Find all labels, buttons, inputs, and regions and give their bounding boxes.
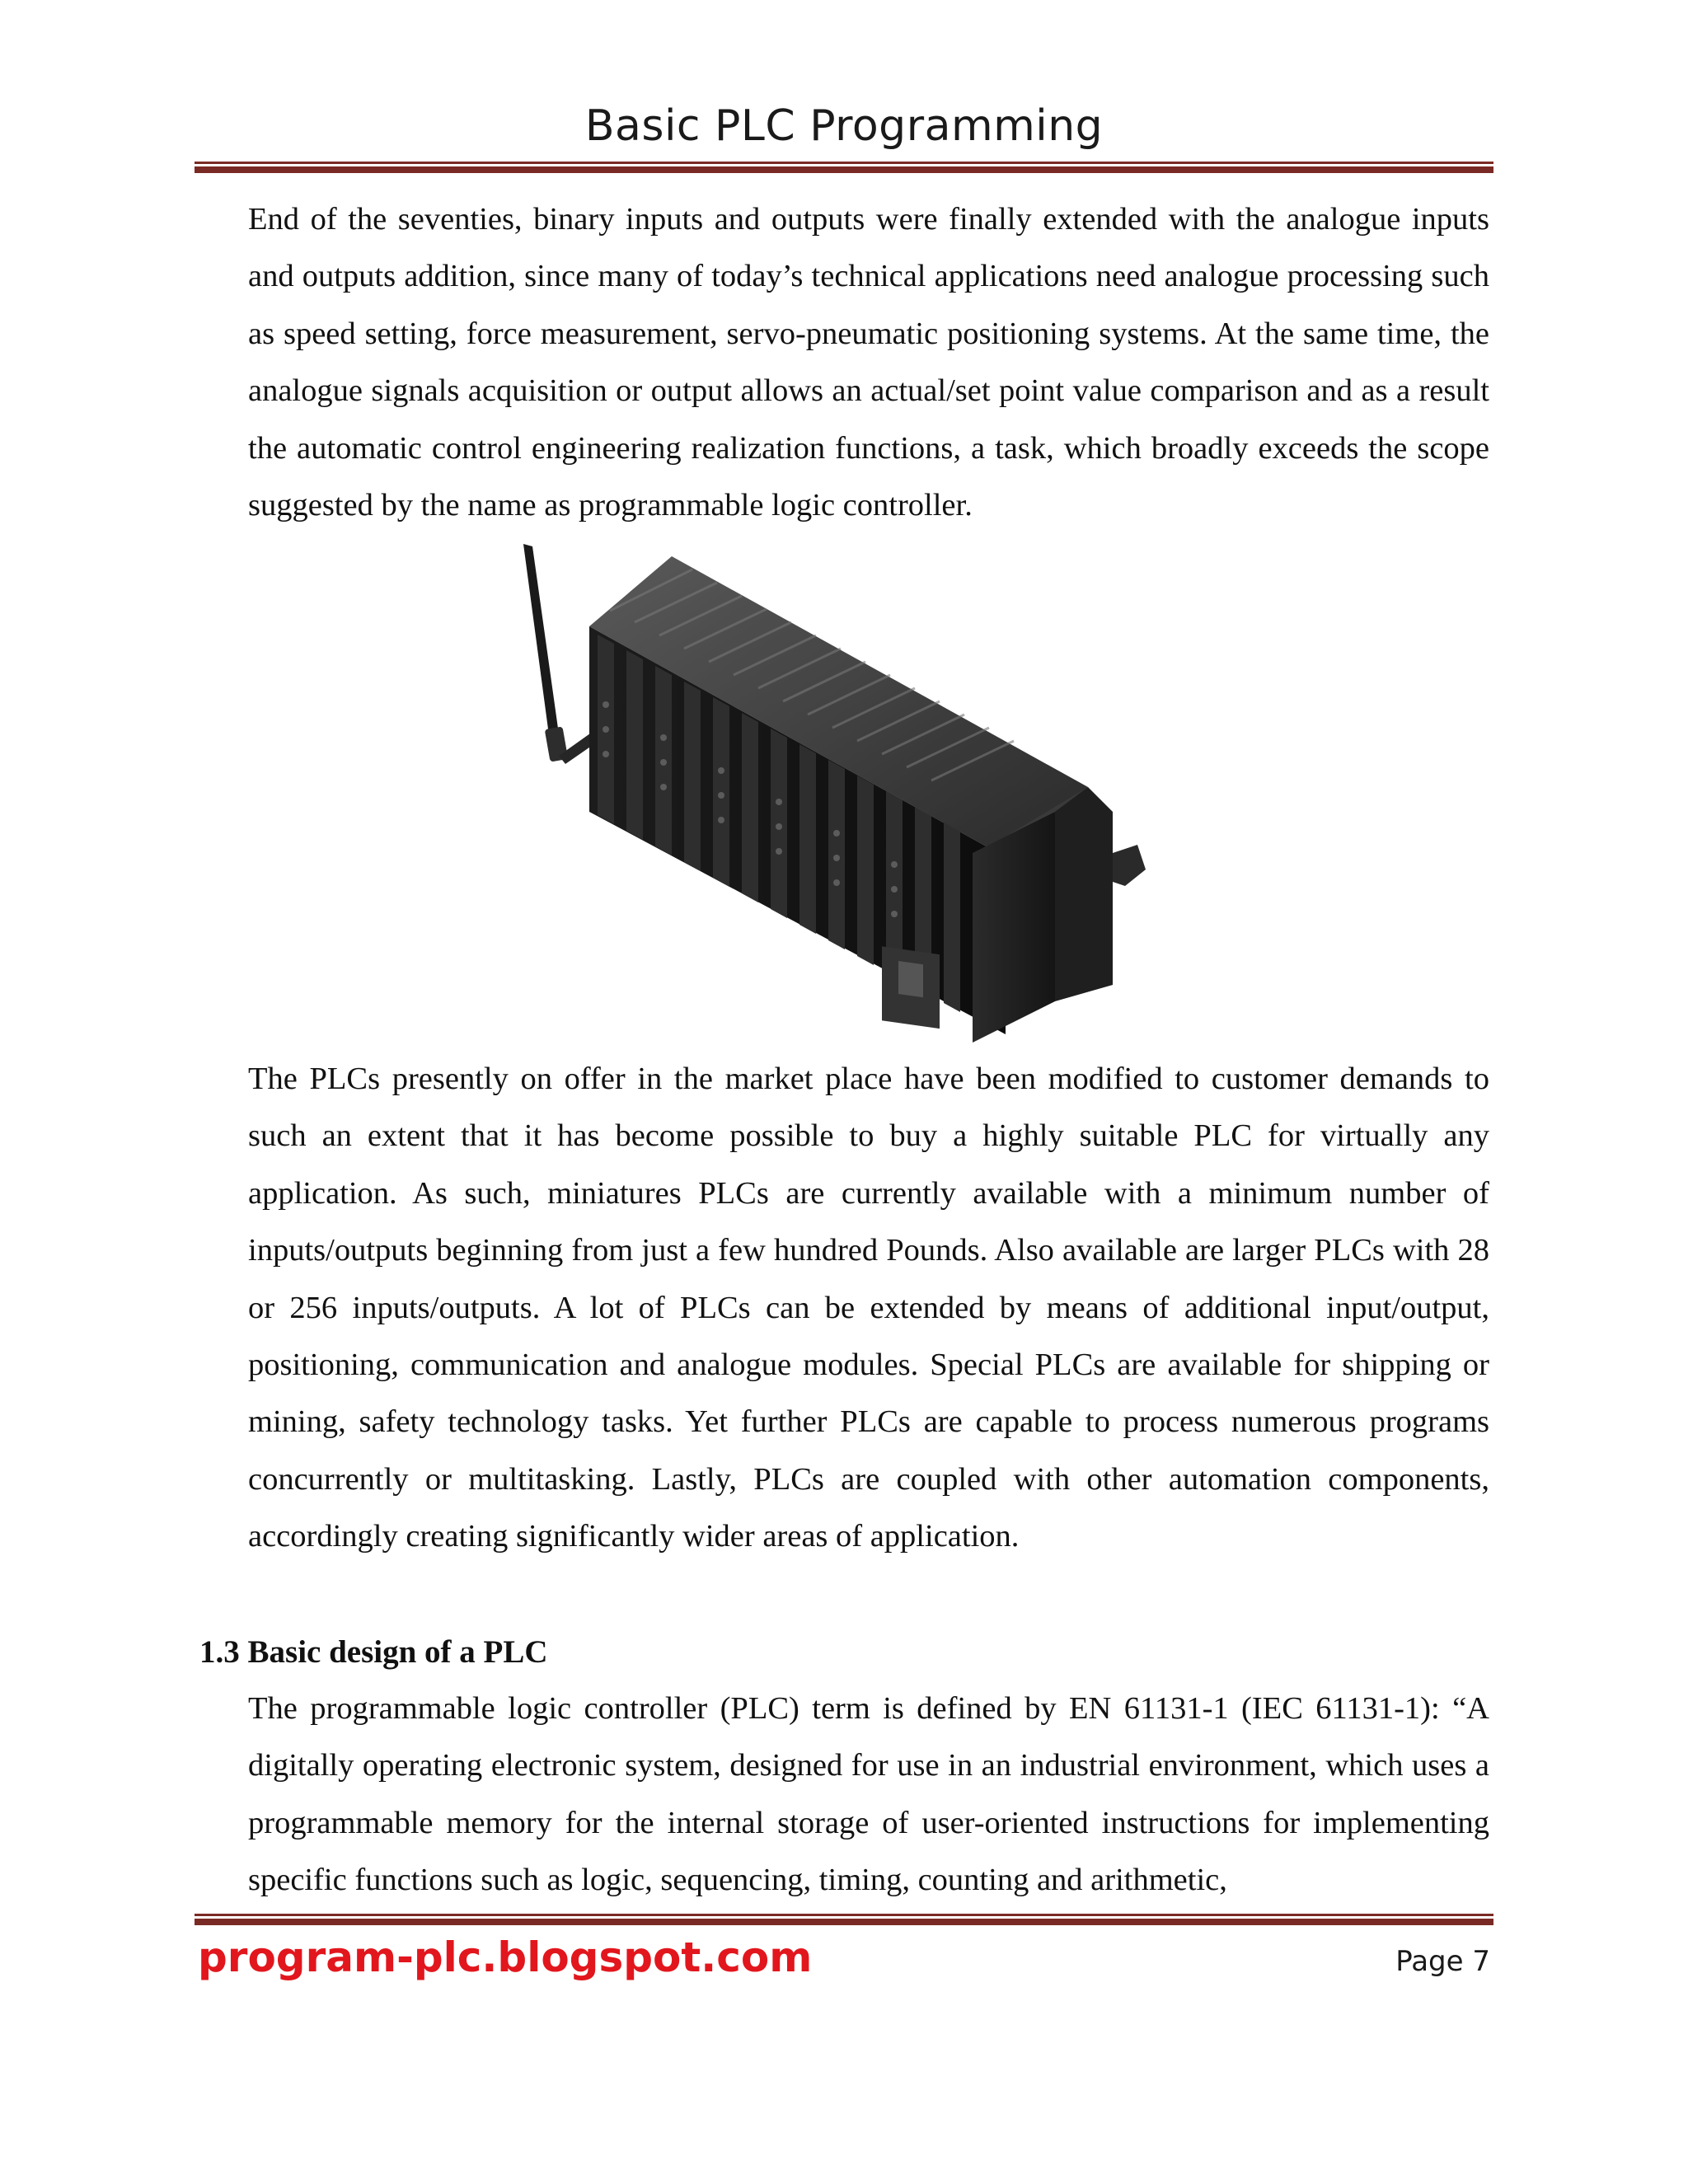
page-header-title: Basic PLC Programming: [584, 101, 1104, 151]
footer-divider: [195, 1914, 1493, 1925]
footer-site-link[interactable]: program-plc.blogspot.com: [198, 1933, 813, 1981]
page-number: Page 7: [1395, 1945, 1490, 1978]
paragraph-analogue-io: End of the seventies, binary inputs and outputs were finally extended with the analogue inputs and outputs addition, since many of today’s technical applications need analogue processing such as speed setting, force measurement, servo-pneumatic positioning systems. At the same time, the analogue signals acquisition or output allows an actual/set point value comparison and as a result the automatic control engineering realization functions, a task, which broadly exceeds the scope suggested by the name as programmable logic controller.: [248, 202, 1489, 523]
header-divider: [195, 162, 1493, 173]
paragraph-plc-definition: The programmable logic controller (PLC) term is defined by EN 61131-1 (IEC 61131-1): “A digitally operating electronic system, designed for use in an industrial environment, which uses a programmable memory for the internal storage of user-oriented instructions for implementing specific functions such as logic, sequencing, timing, counting and arithmetic,: [248, 1691, 1489, 1898]
paragraph-plc-market: The PLCs presently on offer in the market place have been modified to customer demands to such an extent that it has become possible to buy a highly suitable PLC for virtually any application. As such, miniatures PLCs are currently available with a minimum number of inputs/outputs beginning from just a few hundred Pounds. Also available are larger PLCs with 28 or 256 inputs/outputs. A lot of PLCs can be extended by means of additional input/output, positioning, communication and analogue modules. Special PLCs are available for shipping or mining, safety technology tasks. Yet further PLCs are capable to process numerous programs concurrently or multitasking. Lastly, PLCs are coupled with other automation components, accordingly creating significantly wider areas of application.: [248, 1062, 1489, 1554]
section-heading: 1.3 Basic design of a PLC: [199, 1634, 548, 1670]
plc-rack-image: [511, 540, 1170, 1043]
